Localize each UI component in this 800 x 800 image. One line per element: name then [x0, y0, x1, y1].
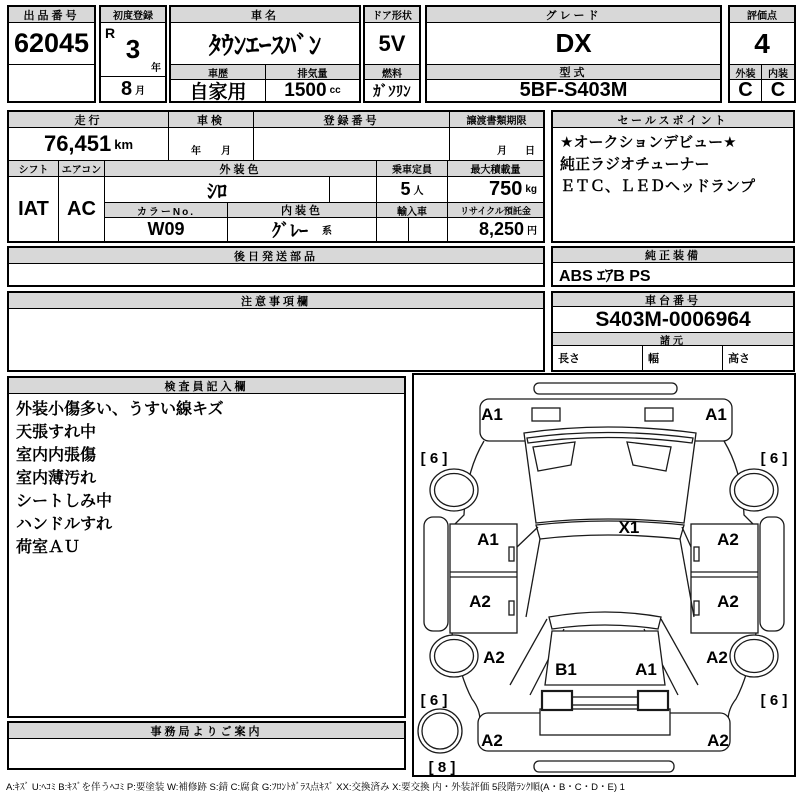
damage-label-bumper-right: A2 [707, 731, 729, 750]
history-value: 自家用 [171, 80, 266, 101]
sales-point-line: ＥＴＣ、ＬＥＤヘッドランプ [560, 178, 756, 195]
sales-points-box [551, 110, 795, 243]
chassis-value: S403M-0006964 [553, 307, 793, 333]
exterior-grade-value: C [730, 80, 762, 101]
score-value: 4 [730, 23, 794, 65]
capacity-label: 乗車定員 [377, 161, 448, 177]
office-info-box [7, 721, 406, 770]
damage-label-front-left: A1 [481, 405, 503, 424]
shift-label: シフト [9, 161, 59, 177]
score-box [728, 5, 796, 103]
inspector-note-line: 荷室ＡＵ [16, 539, 81, 556]
fuel-label: 燃料 [365, 65, 419, 80]
shaken-year-unit: 年 [191, 146, 201, 157]
damage-label-bumper-left: A2 [481, 731, 503, 750]
damage-label-door-left: A1 [477, 530, 499, 549]
transfer-deadline-label: 譲渡書類期限 [450, 112, 543, 128]
model-code-label: 型式 [427, 65, 720, 80]
history-label: 車歴 [171, 65, 266, 80]
spec-grid-box [7, 110, 545, 243]
auction-number-value: 62045 [9, 23, 94, 65]
aircon-value: AC [59, 177, 105, 241]
tire-grade-front-right: [ 6 ] [760, 450, 788, 467]
inspector-notes-box [7, 376, 406, 718]
car-name-value: ﾀｳﾝｴｰｽﾊﾞﾝ [171, 23, 359, 65]
inspector-note-line: 天張すれ中 [16, 424, 97, 441]
office-info-label: 事務局よりご案内 [9, 723, 404, 739]
car-name-label: 車名 [171, 7, 359, 23]
capacity-unit: 人 [413, 186, 424, 197]
spec-height-label: 高さ [728, 353, 750, 365]
inspector-note-line: 室内内張傷 [16, 447, 97, 464]
inspector-note-line: 外装小傷多い、うすい線キズ [16, 401, 224, 418]
damage-label-hatch-left: B1 [555, 660, 577, 679]
inspector-note-line: シートしみ中 [16, 493, 113, 510]
sales-points-label: セールスポイント [553, 112, 793, 128]
door-shape-label: ドア形状 [365, 7, 419, 23]
damage-diagram-box [412, 373, 796, 777]
grade-value: DX [427, 23, 720, 65]
model-code-value: 5BF-S403M [519, 80, 628, 101]
tire-grade-rear-left: [ 6 ] [420, 692, 448, 709]
spare-tire-grade: [ 8 ] [428, 759, 456, 775]
interior-color-suffix: 系 [322, 226, 332, 237]
color-no-value: W09 [105, 218, 228, 241]
recycle-value: 8,250 [478, 219, 524, 239]
damage-label-quarter-right: A2 [706, 648, 728, 667]
mileage-unit: km [114, 136, 134, 152]
import-label: 輸入車 [377, 203, 448, 218]
auction-number-box [7, 5, 96, 103]
damage-label-slide-left: A2 [469, 592, 491, 611]
reg-month-value: 8 [120, 77, 133, 100]
damage-label-front-right: A1 [705, 405, 727, 424]
tire-grade-front-left: [ 6 ] [420, 450, 448, 467]
fuel-value: ｶﾞｿﾘﾝ [373, 83, 411, 100]
shift-value: IAT [9, 177, 59, 241]
era-value: R [105, 25, 116, 41]
payload-value: 750 [488, 178, 523, 200]
interior-grade-value: C [770, 80, 786, 101]
later-parts-label: 後日発送部品 [9, 248, 543, 264]
damage-label-quarter-left: A2 [483, 648, 505, 667]
notes-box [7, 291, 545, 372]
damage-code-legend: A:ｷｽﾞ U:ﾍｺﾐ B:ｷｽﾞを伴うﾍｺﾐ P:要塗装 W:補修跡 S:錆 C:腐食 G:ﾌﾛﾝﾄｶﾞﾗｽ点ｷｽﾞ XX:交換済み X:要交換 内・外装評価 5段階ﾗﾝｸ順(A・B・C・D・E) 1 [6, 782, 625, 793]
specs-label: 諸元 [553, 333, 793, 346]
chassis-label: 車台番号 [553, 293, 793, 307]
damage-label-hatch-right: A1 [635, 660, 657, 679]
exterior-color-value: ｼﾛ [105, 177, 330, 203]
tire-grade-rear-right: [ 6 ] [760, 692, 788, 709]
mileage-label: 走行 [9, 112, 169, 128]
door-shape-value: 5V [365, 23, 419, 65]
inspector-note-line: ハンドルすれ [16, 516, 113, 533]
reg-year-value: 3 [125, 34, 141, 64]
interior-color-label: 内装色 [228, 203, 377, 218]
interior-color-value: ｸﾞﾚｰ [272, 220, 308, 241]
grade-label: グレード [427, 7, 720, 23]
payload-unit: kg [525, 184, 537, 195]
recycle-label: リサイクル預託金 [448, 203, 543, 218]
inspector-note-line: 室内薄汚れ [16, 470, 97, 487]
transfer-day-unit: 日 [525, 146, 535, 157]
color-no-label: カラーNo. [105, 203, 228, 218]
import-cell-1 [377, 218, 409, 241]
import-cell-2 [409, 218, 448, 241]
shaken-month-unit: 月 [221, 146, 231, 157]
equipment-value: ABS ｴｱB PS [559, 267, 651, 285]
reg-number-label: 登録番号 [254, 112, 450, 128]
interior-grade-label: 内装 [762, 65, 794, 80]
exterior-grade-label: 外装 [730, 65, 762, 80]
later-parts-box [7, 246, 545, 287]
capacity-value: 5 [400, 179, 411, 199]
displacement-label: 排気量 [266, 65, 359, 80]
chassis-box [551, 291, 795, 372]
inspector-notes-label: 検査員記入欄 [9, 378, 404, 394]
reg-year-unit: 年 [151, 63, 161, 74]
payload-label: 最大積載量 [448, 161, 543, 177]
transfer-month-unit: 月 [497, 146, 507, 157]
first-registration-label: 初度登録 [101, 7, 165, 23]
equipment-box [551, 246, 795, 287]
auction-number-label: 出品番号 [9, 7, 94, 23]
first-registration-box [99, 5, 167, 103]
reg-number-value [254, 128, 450, 161]
equipment-label: 純正装備 [553, 248, 793, 263]
recycle-unit: 円 [527, 226, 537, 237]
damage-label-slide-right: A2 [717, 592, 739, 611]
sales-point-line: 純正ラジオチューナー [560, 156, 710, 173]
reg-month-unit: 月 [135, 85, 146, 97]
car-damage-diagram [414, 375, 794, 775]
exterior-color-extra-cell [330, 177, 377, 203]
displacement-unit: cc [329, 85, 341, 96]
shaken-label: 車検 [169, 112, 254, 128]
car-name-box [169, 5, 361, 103]
notes-label: 注意事項欄 [9, 293, 543, 309]
spec-width-label: 幅 [643, 346, 723, 370]
score-label: 評価点 [730, 7, 794, 23]
door-shape-box [363, 5, 421, 103]
sales-point-line: ★オークションデビュー★ [560, 134, 737, 151]
grade-box [425, 5, 722, 103]
damage-label-door-right: A2 [717, 530, 739, 549]
damage-label-windshield: X1 [618, 518, 640, 537]
displacement-value: 1500 [284, 80, 327, 101]
spec-length-label: 長さ [553, 346, 643, 370]
aircon-label: エアコン [59, 161, 105, 177]
exterior-color-label: 外装色 [105, 161, 377, 177]
mileage-value: 76,451 [43, 131, 112, 156]
